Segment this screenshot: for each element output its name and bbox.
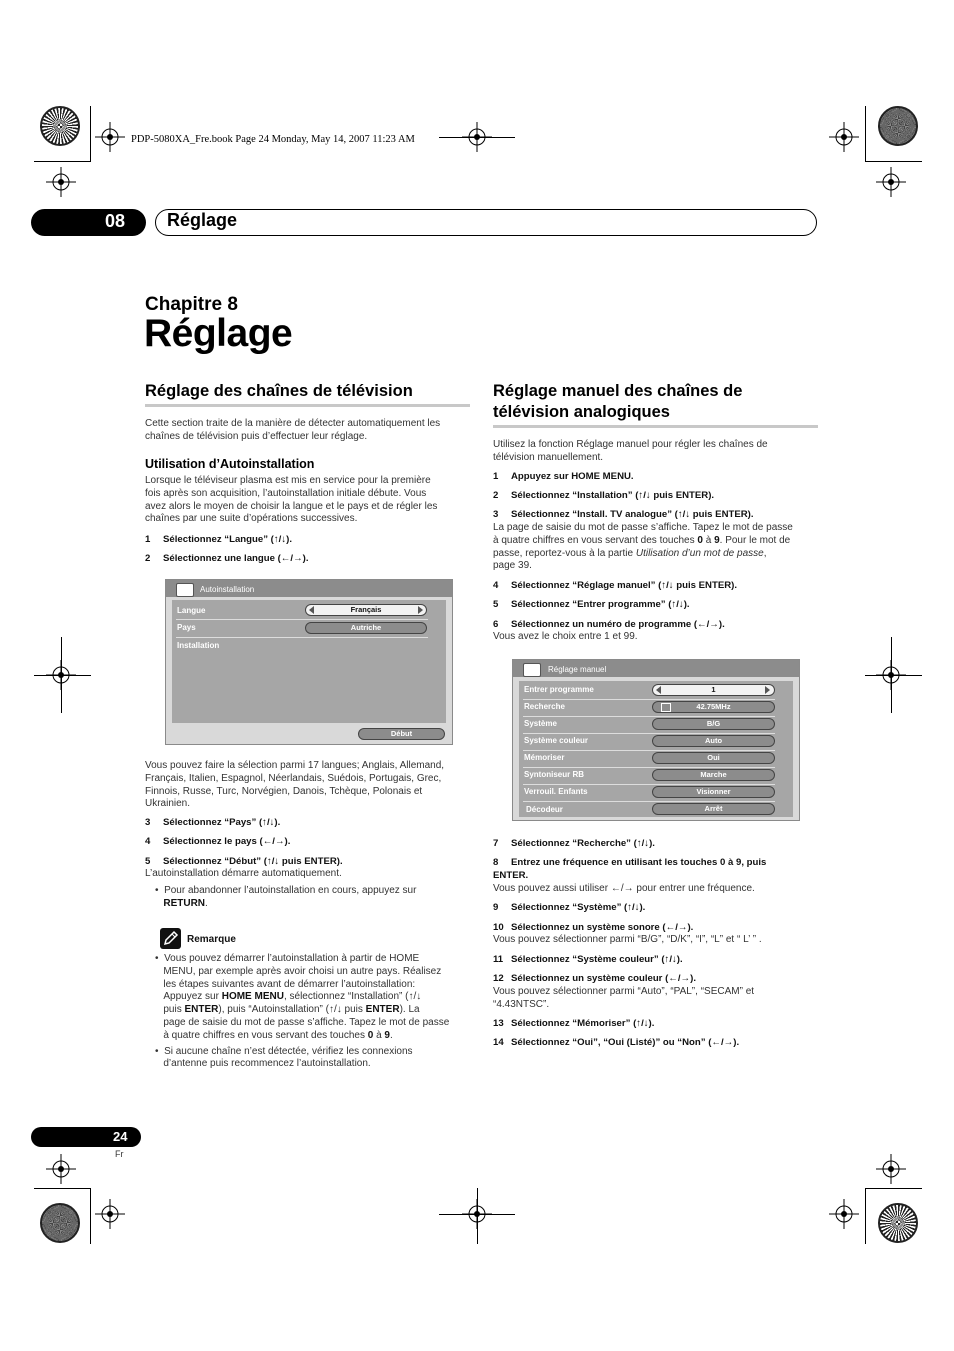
decoder-selector[interactable]: Arrêt xyxy=(652,803,775,815)
registration-dial-icon xyxy=(878,1203,918,1243)
header-bar xyxy=(155,209,817,236)
setup-icon xyxy=(176,583,194,597)
step-2: 2 Sélectionnez une langue (←/→). xyxy=(145,553,309,564)
crosshair-icon xyxy=(95,1199,125,1229)
crosshair-icon xyxy=(829,1199,859,1229)
chapter-label: Chapitre 8 xyxy=(145,294,238,315)
left-arrow-icon xyxy=(656,686,661,694)
step-3: 3 Sélectionnez “Install. TV analogue” (↑/↓ puis ENTER). xyxy=(493,509,754,520)
step-4: 4 Sélectionnez le pays (←/→). xyxy=(145,836,291,847)
system-selector[interactable]: B/G xyxy=(652,718,775,730)
languages-paragraph: Vous pouvez faire la sélection parmi 17 langues; Anglais, Allemand, Français, Italien, Espagnol, Néerlandais, Suédois, Portugais, Grec, Finnois, Russe, Turc, Norvégien, Danois, Tchèque, Polonais et Ukrainien. xyxy=(145,760,445,810)
crop-mark xyxy=(477,1188,478,1244)
step-1: 1 Sélectionnez “Langue” (↑/↓). xyxy=(145,534,292,545)
child-lock-selector[interactable]: Visionner xyxy=(652,786,775,798)
crop-mark xyxy=(90,106,91,162)
step-9: 9 Sélectionnez “Système” (↑/↓). xyxy=(493,902,646,913)
nr-tuner-selector[interactable]: Marche xyxy=(652,769,775,781)
country-selector[interactable]: Autriche xyxy=(305,622,427,634)
step-3: 3 Sélectionnez “Pays” (↑/↓). xyxy=(145,817,281,828)
crop-mark xyxy=(865,1188,922,1189)
crop-mark xyxy=(439,137,515,138)
right-arrow-icon xyxy=(765,686,770,694)
chapter-number: 08 xyxy=(105,211,126,231)
page-number: 24 xyxy=(113,1129,128,1144)
crop-mark xyxy=(34,161,91,162)
bullet-item: • Pour abandonner l’autoinstallation en cours, appuyez sur RETURN. xyxy=(155,885,417,909)
print-filename: PDP-5080XA_Fre.book Page 24 Monday, May 14, 2007 11:23 AM xyxy=(131,134,415,145)
search-field[interactable]: 42.75MHz xyxy=(652,701,775,713)
step-6-text: Vous avez le choix entre 1 et 99. xyxy=(493,631,638,642)
note-bullet: • Vous pouvez démarrer l’autoinstallation à partir de HOME MENU, par exemple après avoir choisi un autre pays. Réalisez les étapes suivantes avant de démarrer l’autoinstallation: Appuyez sur HOME MENU, sélectionnez “Installation” (↑/↓ puis ENTER), puis “Autoinstallation” (↑/↓ puis ENTER). La page de saisie du mot de passe s’affiche. Tapez le mot de passe à quatre chiffres en vous servant des touches 0 à 9. • Si aucune chaîne n’est détectée, vérifiez les connexions d’antenne puis recommencez l’autoinstallation. xyxy=(155,953,450,1070)
screen-title: Autoinstallation xyxy=(200,585,255,594)
registration-dial-icon xyxy=(40,106,80,146)
autoinstall-paragraph: Lorsque le téléviseur plasma est mis en service pour la première fois après son acquisition, l’autoinstallation initiale débute. Vous avez alors le moyen de choisir la langue et le pays et de régler les chaînes par une suite d’opérations successives. xyxy=(145,475,438,525)
step-13: 13 Sélectionnez “Mémoriser” (↑/↓). xyxy=(493,1018,655,1029)
step-12: 12 Sélectionnez un système couleur (←/→). xyxy=(493,973,696,984)
row-label: Pays xyxy=(177,623,196,632)
autoinstall-screen xyxy=(165,579,453,745)
section-divider xyxy=(493,425,818,428)
crop-mark xyxy=(865,1188,866,1244)
step-12-text: Vous pouvez sélectionner parmi “Auto”, “PAL”, “SECAM” et “4.43NTSC”. xyxy=(493,986,755,1010)
step-7: 7 Sélectionnez “Recherche” (↑/↓). xyxy=(493,838,655,849)
row-label: Recherche xyxy=(524,702,565,711)
language-selector[interactable]: Français xyxy=(305,604,427,616)
step-2: 2 Sélectionnez “Installation” (↑/↓ puis ENTER). xyxy=(493,490,715,501)
crosshair-icon xyxy=(876,1154,906,1184)
row-label: Langue xyxy=(177,606,206,615)
step-6: 6 Sélectionnez un numéro de programme (←/→). xyxy=(493,619,725,630)
row-label: Système xyxy=(524,719,557,728)
row-label: Entrer programme xyxy=(524,685,594,694)
section-heading: Réglage des chaînes de télévision xyxy=(145,382,413,400)
row-label: Syntoniseur RB xyxy=(524,770,585,779)
row-label: Verrouil. Enfants xyxy=(524,787,588,796)
screen-title: Réglage manuel xyxy=(548,665,607,674)
manual-tuning-screen xyxy=(512,659,800,821)
registration-dial-icon xyxy=(40,1203,80,1243)
color-system-selector[interactable]: Auto xyxy=(652,735,775,747)
step-8-text: Vous pouvez aussi utiliser ←/→ pour entrer une fréquence. xyxy=(493,883,755,894)
row-label: Système couleur xyxy=(524,736,589,745)
section-divider xyxy=(145,404,470,407)
step-5: 5 Sélectionnez “Début” (↑/↓ puis ENTER). xyxy=(145,856,343,867)
pencil-icon xyxy=(160,928,181,949)
note-title: Remarque xyxy=(187,934,236,945)
page-title: Réglage xyxy=(144,312,293,355)
row-label: Décodeur xyxy=(526,805,563,814)
start-button[interactable]: Début xyxy=(358,728,445,740)
sub-heading: Utilisation d’Autoinstallation xyxy=(145,457,315,471)
setup-icon xyxy=(523,663,541,677)
intro-paragraph: Utilisez la fonction Réglage manuel pour régler les chaînes de télévision manuellement. xyxy=(493,439,768,463)
crosshair-icon xyxy=(46,1154,76,1184)
crop-mark xyxy=(34,675,91,676)
right-arrow-icon xyxy=(418,606,423,614)
language-code: Fr xyxy=(115,1149,124,1159)
registration-dial-icon xyxy=(878,106,918,146)
step-1: 1 Appuyez sur HOME MENU. xyxy=(493,471,634,482)
section-heading: Réglage manuel des chaînes de télévision analogiques xyxy=(493,382,743,421)
crosshair-icon xyxy=(95,122,125,152)
crosshair-icon xyxy=(876,167,906,197)
header-title: Réglage xyxy=(167,210,238,230)
step-3-text: La page de saisie du mot de passe s’affiche. Tapez le mot de passe à quatre chiffres en vous servant des touches 0 à 9. Pour le mot de passe, reportez-vous à la partie Utilisation d’un mot de passe, page 39. xyxy=(493,522,793,572)
step-14: 14 Sélectionnez “Oui”, “Oui (Listé)” ou “Non” (←/→). xyxy=(493,1037,740,1048)
step-4: 4 Sélectionnez “Réglage manuel” (↑/↓ puis ENTER). xyxy=(493,580,738,591)
crosshair-icon xyxy=(46,167,76,197)
step-8: 8 Entrez une fréquence en utilisant les touches 0 à 9, puis ENTER. xyxy=(493,857,767,881)
step-5-text: L’autoinstallation démarre automatiquement. xyxy=(145,868,342,879)
step-10-text: Vous pouvez sélectionner parmi “B/G”, “D/K”, “I”, “L” et “ L’ ” . xyxy=(493,934,762,945)
row-label: Installation xyxy=(177,641,220,650)
step-5: 5 Sélectionnez “Entrer programme” (↑/↓). xyxy=(493,599,690,610)
crosshair-icon xyxy=(829,122,859,152)
memorize-selector[interactable]: Oui xyxy=(652,752,775,764)
step-10: 10 Sélectionnez un système sonore (←/→). xyxy=(493,922,694,933)
search-bars-icon xyxy=(661,703,671,712)
program-selector[interactable]: 1 xyxy=(652,684,775,696)
crop-mark xyxy=(865,106,866,162)
crop-mark xyxy=(90,1188,91,1244)
crop-mark xyxy=(865,161,922,162)
left-arrow-icon xyxy=(309,606,314,614)
row-label: Mémoriser xyxy=(524,753,565,762)
intro-paragraph: Cette section traite de la manière de détecter automatiquement les chaînes de télévision puis d’effectuer leur réglage. xyxy=(145,418,441,442)
crop-mark xyxy=(34,1188,91,1189)
chapter-tab xyxy=(31,209,146,236)
step-11: 11 Sélectionnez “Système couleur” (↑/↓). xyxy=(493,954,683,965)
crop-mark xyxy=(865,675,922,676)
